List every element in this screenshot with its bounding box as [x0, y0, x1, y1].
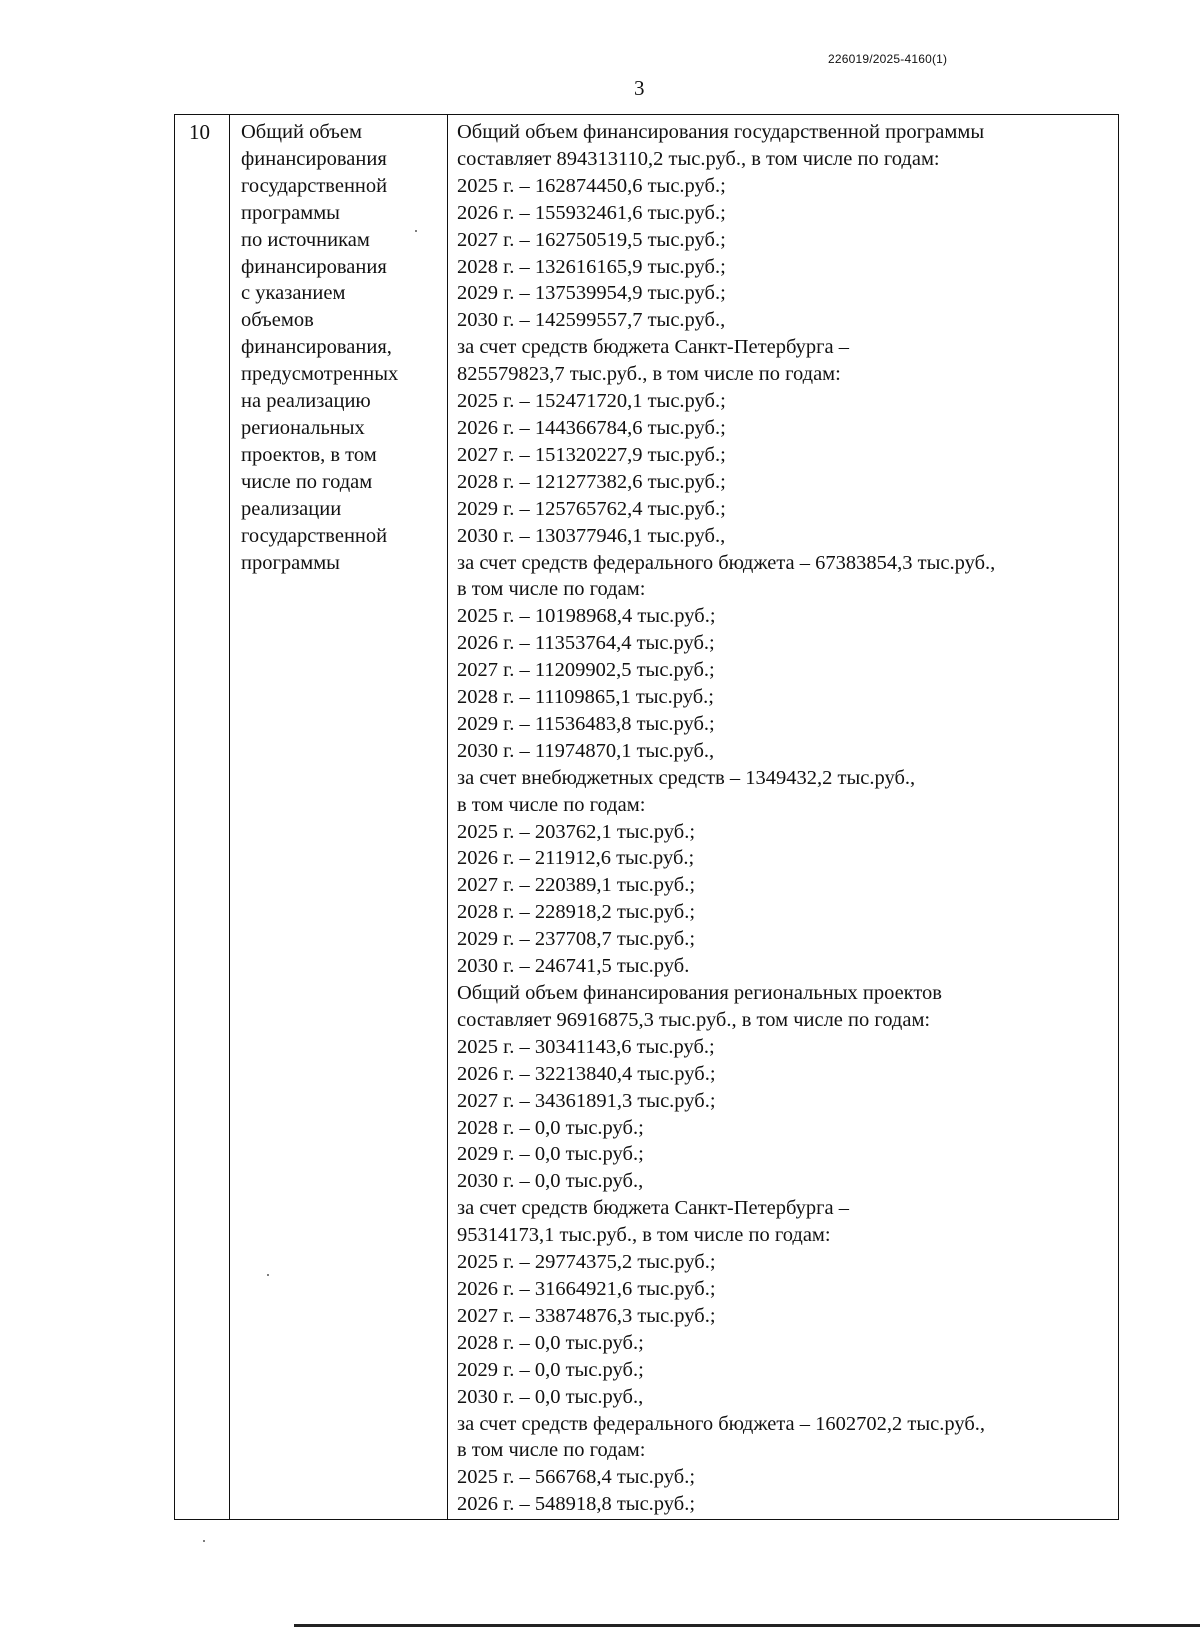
- content-line: 2029 г. – 237708,7 тыс.руб.;: [457, 928, 696, 951]
- label-line: с указанием: [241, 282, 346, 305]
- content-line: в том числе по годам:: [457, 578, 646, 601]
- content-line: 2028 г. – 11109865,1 тыс.руб.;: [457, 686, 714, 709]
- content-line: в том числе по годам:: [457, 793, 646, 816]
- content-line: 2030 г. – 130377946,1 тыс.руб.,: [457, 524, 726, 547]
- content-line: 2027 г. – 220389,1 тыс.руб.;: [457, 874, 696, 897]
- row-number: 10: [189, 120, 210, 144]
- content-line: 2026 г. – 11353764,4 тыс.руб.;: [457, 632, 715, 655]
- content-line: 2029 г. – 125765762,4 тыс.руб.;: [457, 497, 726, 520]
- content-line: 2030 г. – 246741,5 тыс.руб.: [457, 955, 690, 978]
- content-line: 825579823,7 тыс.руб., в том числе по годам:: [457, 363, 841, 386]
- content-line: 2025 г. – 566768,4 тыс.руб.;: [457, 1466, 696, 1489]
- content-line: 2025 г. – 152471720,1 тыс.руб.;: [457, 390, 726, 413]
- label-line: Общий объем: [241, 121, 362, 143]
- label-line: государственной: [241, 174, 388, 197]
- content-line: за счет средств федерального бюджета – 67383854,3 тыс.руб.,: [457, 551, 996, 574]
- column-divider-2: [447, 115, 448, 1519]
- content-line: 2030 г. – 0,0 тыс.руб.,: [457, 1170, 644, 1193]
- content-line: 2030 г. – 142599557,7 тыс.руб.,: [457, 309, 726, 332]
- label-line: предусмотренных: [241, 363, 399, 386]
- content-line: 2027 г. – 162750519,5 тыс.руб.;: [457, 228, 726, 251]
- content-line: за счет внебюджетных средств – 1349432,2 тыс.руб.,: [457, 766, 916, 789]
- content-line: Общий объем финансирования региональных проектов: [457, 982, 942, 1004]
- content-line: Общий объем финансирования государственной программы: [457, 121, 985, 143]
- content-line: 2030 г. – 0,0 тыс.руб.,: [457, 1385, 644, 1408]
- content-line: 2028 г. – 132616165,9 тыс.руб.;: [457, 255, 726, 278]
- content-line: 2026 г. – 548918,8 тыс.руб.;: [457, 1493, 696, 1516]
- label-line: по источникам: [241, 228, 370, 251]
- scan-speck: [203, 1540, 205, 1542]
- label-line: программы: [241, 201, 340, 224]
- content-line: 2025 г. – 10198968,4 тыс.руб.;: [457, 605, 716, 628]
- financing-table: [174, 114, 1119, 1520]
- row-content: [457, 119, 1112, 1518]
- content-line: за счет средств бюджета Санкт-Петербурга –: [457, 336, 849, 359]
- bottom-rule: [294, 1624, 1200, 1627]
- content-line: составляет 894313110,2 тыс.руб., в том числе по годам:: [457, 147, 940, 170]
- label-line: проектов, в том: [241, 443, 377, 466]
- label-line: региональных: [241, 416, 365, 439]
- label-line: на реализацию: [241, 390, 371, 413]
- content-line: 2027 г. – 34361891,3 тыс.руб.;: [457, 1089, 716, 1112]
- scan-speck: [267, 1274, 269, 1276]
- label-line: государственной: [241, 524, 388, 547]
- content-line: 2026 г. – 211912,6 тыс.руб.;: [457, 847, 695, 870]
- label-line: числе по годам: [241, 470, 373, 493]
- row-label: [241, 119, 441, 576]
- content-line: за счет средств бюджета Санкт-Петербурга –: [457, 1197, 849, 1220]
- content-line: 2026 г. – 32213840,4 тыс.руб.;: [457, 1062, 716, 1085]
- content-line: 2027 г. – 151320227,9 тыс.руб.;: [457, 443, 726, 466]
- content-line: 2026 г. – 155932461,6 тыс.руб.;: [457, 201, 726, 224]
- content-line: 2029 г. – 0,0 тыс.руб.;: [457, 1143, 644, 1166]
- label-line: финансирования: [241, 147, 387, 170]
- content-line: 2025 г. – 203762,1 тыс.руб.;: [457, 820, 696, 843]
- content-line: 2028 г. – 228918,2 тыс.руб.;: [457, 901, 696, 924]
- content-line: за счет средств федерального бюджета – 1602702,2 тыс.руб.,: [457, 1412, 985, 1435]
- page-number: 3: [634, 76, 645, 100]
- label-line: программы: [241, 551, 340, 574]
- content-line: 2029 г. – 137539954,9 тыс.руб.;: [457, 282, 726, 305]
- content-line: 2030 г. – 11974870,1 тыс.руб.,: [457, 739, 715, 762]
- label-line: объемов: [241, 309, 314, 332]
- content-line: 2029 г. – 11536483,8 тыс.руб.;: [457, 712, 715, 735]
- content-line: 2028 г. – 0,0 тыс.руб.;: [457, 1116, 644, 1139]
- document-id: 226019/2025-4160(1): [828, 52, 948, 66]
- content-line: 2028 г. – 121277382,6 тыс.руб.;: [457, 470, 726, 493]
- content-line: 2028 г. – 0,0 тыс.руб.;: [457, 1331, 644, 1354]
- content-line: 2025 г. – 29774375,2 тыс.руб.;: [457, 1251, 716, 1274]
- label-line: финансирования: [241, 255, 387, 278]
- content-line: 2027 г. – 11209902,5 тыс.руб.;: [457, 659, 715, 682]
- content-line: составляет 96916875,3 тыс.руб., в том числе по годам:: [457, 1008, 931, 1031]
- content-line: 2027 г. – 33874876,3 тыс.руб.;: [457, 1304, 716, 1327]
- label-line: финансирования,: [241, 336, 392, 359]
- content-line: 95314173,1 тыс.руб., в том числе по годам:: [457, 1224, 831, 1247]
- label-line: реализации: [241, 497, 342, 520]
- content-line: 2025 г. – 30341143,6 тыс.руб.;: [457, 1035, 715, 1058]
- content-line: в том числе по годам:: [457, 1439, 646, 1462]
- scan-speck: [415, 230, 417, 232]
- content-line: 2026 г. – 144366784,6 тыс.руб.;: [457, 416, 726, 439]
- column-divider-1: [229, 115, 230, 1519]
- content-line: 2029 г. – 0,0 тыс.руб.;: [457, 1358, 644, 1381]
- content-line: 2026 г. – 31664921,6 тыс.руб.;: [457, 1277, 716, 1300]
- content-line: 2025 г. – 162874450,6 тыс.руб.;: [457, 174, 726, 197]
